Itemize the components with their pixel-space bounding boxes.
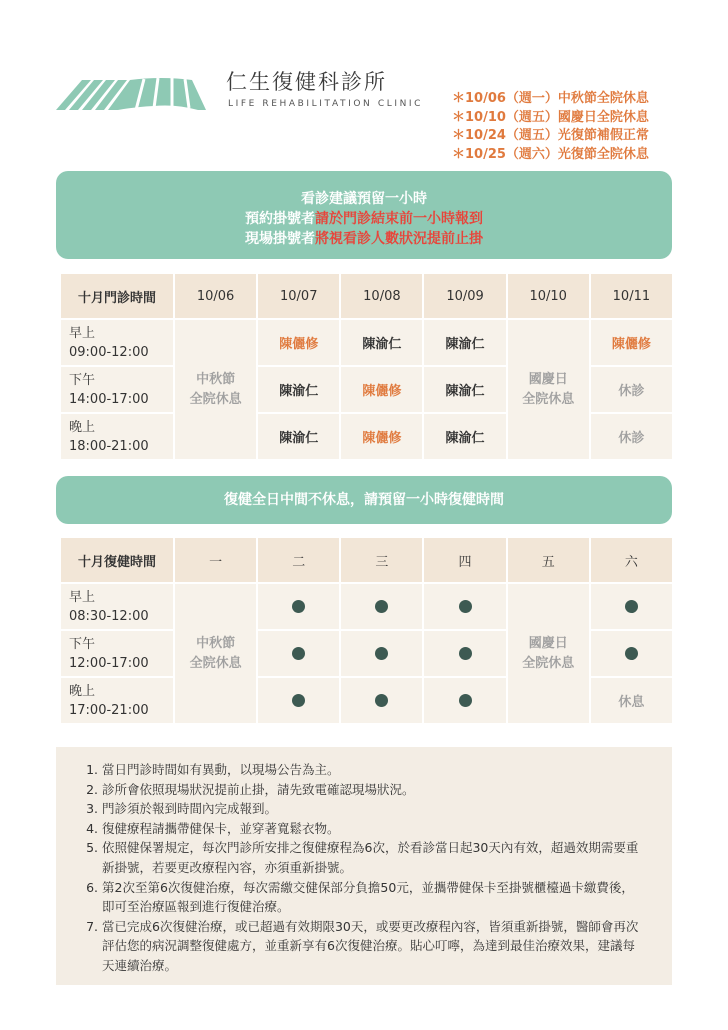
table-corner: 十月門診時間 bbox=[61, 274, 173, 318]
note-item: 7. 當已完成6次復健治療，或已超過有效期限30天，或要更改療程內容，皆須重新掛號，醫師會再次評估您的病況調整復健處方，並重新享有6次復健治療。貼心叮嚀，為達到最佳治療效果，建議每天連續治療。 bbox=[102, 917, 646, 976]
time-slot bbox=[61, 320, 173, 365]
open-cell bbox=[341, 631, 422, 676]
time-slot bbox=[61, 631, 173, 676]
banner-line: 看診建議預留一小時 bbox=[301, 191, 427, 207]
open-dot-icon bbox=[292, 647, 305, 660]
banner-prefix: 現場掛號者 bbox=[245, 231, 315, 247]
slot-label: 下午 bbox=[69, 372, 96, 388]
appointment-advice-banner bbox=[56, 171, 672, 259]
rest-cell: 休診 bbox=[591, 367, 672, 412]
open-dot-icon bbox=[625, 647, 638, 660]
open-dot-icon bbox=[459, 647, 472, 660]
table-row bbox=[61, 320, 672, 365]
holiday-notice: ＊10/06（週一）中秋節全院休息 bbox=[452, 91, 649, 106]
slot-time: 14:00-17:00 bbox=[69, 391, 149, 407]
notes-list bbox=[80, 760, 646, 976]
note-item: 3. 門診須於報到時間內完成報到。 bbox=[102, 799, 646, 819]
doctor-cell: 陳渝仁 bbox=[424, 320, 505, 365]
rest-cell: 休息 bbox=[591, 678, 672, 723]
clinic-name: 仁生復健科診所 bbox=[226, 70, 387, 94]
doctor-cell: 陳渝仁 bbox=[258, 367, 339, 412]
closed-note: 全院休息 bbox=[522, 655, 575, 671]
doctor-cell: 陳儷修 bbox=[591, 320, 672, 365]
holiday-notice: ＊10/24（週五）光復節補假正常 bbox=[452, 128, 649, 143]
open-dot-icon bbox=[375, 600, 388, 613]
open-cell bbox=[424, 631, 505, 676]
column-header: 10/10 bbox=[508, 274, 589, 318]
table-corner: 十月復健時間 bbox=[61, 538, 173, 582]
open-cell bbox=[258, 631, 339, 676]
banner-prefix: 預約掛號者 bbox=[245, 211, 315, 227]
open-cell bbox=[591, 631, 672, 676]
open-cell bbox=[258, 584, 339, 629]
note-item: 6. 第2次至第6次復健治療，每次需繳交健保部分負擔50元，並攜帶健保卡至掛號櫃檯過卡繳費後，即可至治療區報到進行復健治療。 bbox=[102, 878, 646, 917]
column-header: 10/09 bbox=[424, 274, 505, 318]
note-item: 5. 依照健保署規定，每次門診所安排之復健療程為6次，於看診當日起30天內有效，超過效期需要重新掛號，若要更改療程內容，亦須重新掛號。 bbox=[102, 838, 646, 877]
open-dot-icon bbox=[292, 694, 305, 707]
column-header: 10/08 bbox=[341, 274, 422, 318]
open-dot-icon bbox=[459, 694, 472, 707]
closed-note: 全院休息 bbox=[189, 655, 242, 671]
rest-cell: 休診 bbox=[591, 414, 672, 459]
doctor-cell: 陳渝仁 bbox=[258, 414, 339, 459]
column-header: 四 bbox=[424, 538, 505, 582]
clinic-logo-icon bbox=[56, 76, 206, 112]
closed-note: 全院休息 bbox=[522, 391, 575, 407]
doctor-cell: 陳渝仁 bbox=[424, 367, 505, 412]
open-dot-icon bbox=[459, 600, 472, 613]
open-cell bbox=[341, 584, 422, 629]
column-header: 10/06 bbox=[175, 274, 256, 318]
note-item: 4. 復健療程請攜帶健保卡，並穿著寬鬆衣物。 bbox=[102, 819, 646, 839]
open-dot-icon bbox=[292, 600, 305, 613]
doctor-cell: 陳儷修 bbox=[341, 414, 422, 459]
table-header-row bbox=[61, 538, 672, 582]
column-header: 六 bbox=[591, 538, 672, 582]
slot-time: 08:30-12:00 bbox=[69, 608, 149, 624]
closed-cell bbox=[175, 320, 256, 459]
slot-time: 12:00-17:00 bbox=[69, 655, 149, 671]
holiday-notices bbox=[452, 90, 682, 164]
open-dot-icon bbox=[625, 600, 638, 613]
open-dot-icon bbox=[375, 647, 388, 660]
slot-label: 下午 bbox=[69, 636, 96, 652]
slot-time: 17:00-21:00 bbox=[69, 702, 149, 718]
clinic-english-name: LIFE REHABILITATION CLINIC bbox=[228, 99, 424, 109]
open-cell bbox=[258, 678, 339, 723]
closed-reason: 中秋節 bbox=[196, 635, 236, 651]
slot-label: 早上 bbox=[69, 589, 96, 605]
column-header: 10/07 bbox=[258, 274, 339, 318]
note-item: 1. 當日門診時間如有異動，以現場公告為主。 bbox=[102, 760, 646, 780]
column-header: 二 bbox=[258, 538, 339, 582]
doctor-cell: 陳儷修 bbox=[258, 320, 339, 365]
notes-panel bbox=[56, 747, 672, 985]
rehab-schedule-table bbox=[59, 536, 674, 725]
open-cell bbox=[424, 678, 505, 723]
time-slot bbox=[61, 367, 173, 412]
column-header: 三 bbox=[341, 538, 422, 582]
doctor-cell: 陳渝仁 bbox=[424, 414, 505, 459]
time-slot bbox=[61, 414, 173, 459]
open-cell bbox=[591, 584, 672, 629]
banner-highlight: 將視看診人數狀況提前止掛 bbox=[315, 231, 483, 247]
time-slot bbox=[61, 584, 173, 629]
banner-highlight: 請於門診結束前一小時報到 bbox=[315, 211, 483, 227]
table-header-row bbox=[61, 274, 672, 318]
open-dot-icon bbox=[375, 694, 388, 707]
note-item: 2. 診所會依照現場狀況提前止掛，請先致電確認現場狀況。 bbox=[102, 780, 646, 800]
closed-reason: 國慶日 bbox=[528, 371, 568, 387]
closed-cell bbox=[175, 584, 256, 723]
closed-reason: 中秋節 bbox=[196, 371, 236, 387]
column-header: 10/11 bbox=[591, 274, 672, 318]
table-row bbox=[61, 584, 672, 629]
slot-label: 晚上 bbox=[69, 419, 96, 435]
doctor-cell: 陳儷修 bbox=[341, 367, 422, 412]
clinic-schedule-table bbox=[59, 272, 674, 461]
column-header: 五 bbox=[508, 538, 589, 582]
banner-line bbox=[56, 229, 672, 249]
banner-line bbox=[56, 209, 672, 229]
rehab-advice-banner: 復健全日中間不休息，請預留一小時復健時間 bbox=[56, 476, 672, 524]
open-cell bbox=[424, 584, 505, 629]
slot-time: 09:00-12:00 bbox=[69, 344, 149, 360]
time-slot bbox=[61, 678, 173, 723]
holiday-notice: ＊10/10（週五）國慶日全院休息 bbox=[452, 109, 649, 125]
closed-cell bbox=[508, 584, 589, 723]
closed-note: 全院休息 bbox=[189, 391, 242, 407]
column-header: 一 bbox=[175, 538, 256, 582]
doctor-cell: 陳渝仁 bbox=[341, 320, 422, 365]
open-cell bbox=[341, 678, 422, 723]
closed-cell bbox=[508, 320, 589, 459]
slot-time: 18:00-21:00 bbox=[69, 438, 149, 454]
slot-label: 早上 bbox=[69, 325, 96, 341]
holiday-notice: ＊10/25（週六）光復節全院休息 bbox=[452, 146, 649, 162]
slot-label: 晚上 bbox=[69, 683, 96, 699]
closed-reason: 國慶日 bbox=[528, 635, 568, 651]
